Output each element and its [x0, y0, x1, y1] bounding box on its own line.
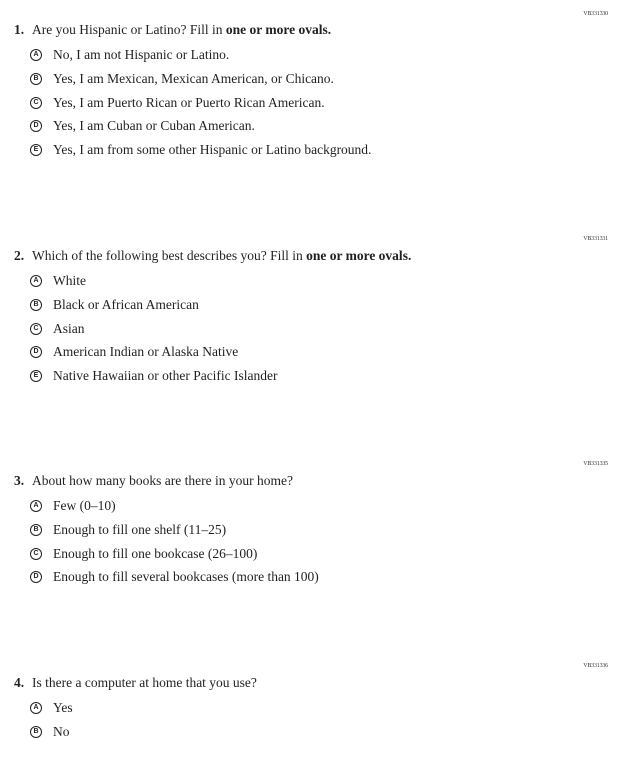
answer-oval-icon[interactable]: B — [30, 524, 42, 536]
option-label: Enough to fill one bookcase (26–100) — [53, 545, 258, 561]
question-text: Is there a computer at home that you use? — [32, 675, 257, 690]
answer-oval-icon[interactable]: A — [30, 49, 42, 61]
answer-oval-icon[interactable]: A — [30, 702, 42, 714]
answer-oval-icon[interactable]: E — [30, 370, 42, 382]
question-text: About how many books are there in your home? — [32, 473, 293, 488]
answer-option[interactable] — [30, 569, 319, 585]
option-label: No, I am not Hispanic or Latino. — [53, 47, 230, 62]
answer-option[interactable] — [30, 297, 199, 313]
answer-option[interactable] — [30, 118, 255, 134]
answer-option[interactable] — [30, 724, 70, 740]
question-3 — [14, 473, 293, 489]
answer-oval-icon[interactable]: A — [30, 500, 42, 512]
question-1 — [14, 22, 331, 38]
question-2 — [14, 248, 411, 264]
answer-option[interactable] — [30, 71, 334, 87]
answer-oval-icon[interactable]: D — [30, 346, 42, 358]
question-number: 2. — [14, 248, 25, 263]
option-label: Yes, I am Mexican, Mexican American, or Chicano. — [53, 70, 334, 86]
question-4 — [14, 675, 257, 691]
answer-option[interactable] — [30, 142, 371, 158]
question-emphasis: one or more ovals. — [225, 22, 332, 37]
answer-oval-icon[interactable]: A — [30, 275, 42, 287]
answer-option[interactable] — [30, 47, 229, 63]
option-label: No — [53, 723, 70, 739]
question-number: 1. — [14, 22, 25, 37]
answer-oval-icon[interactable]: B — [30, 73, 42, 85]
question-text: Are you Hispanic or Latino? Fill in — [32, 22, 226, 37]
question-number: 3. — [14, 473, 25, 488]
option-label: Yes, I am Cuban or Cuban American. — [53, 118, 255, 134]
question-number: 4. — [14, 675, 25, 690]
option-label: Native Hawaiian or other Pacific Islander — [53, 368, 278, 384]
item-code: VB331330 — [583, 11, 608, 17]
option-label: Enough to fill several bookcases (more than 100) — [53, 569, 319, 585]
option-label: Enough to fill one shelf (11–25) — [53, 521, 227, 537]
answer-oval-icon[interactable]: C — [30, 548, 42, 560]
option-label: Black or African American — [53, 296, 199, 312]
answer-option[interactable] — [30, 273, 86, 289]
option-label: White — [53, 273, 86, 288]
item-code: VB331335 — [583, 461, 608, 467]
answer-oval-icon[interactable]: B — [30, 299, 42, 311]
answer-oval-icon[interactable]: C — [30, 97, 42, 109]
item-code: VB331331 — [583, 236, 608, 242]
answer-option[interactable] — [30, 700, 73, 716]
answer-option[interactable] — [30, 522, 226, 538]
option-label: Yes — [53, 700, 73, 715]
option-label: Yes, I am from some other Hispanic or Latino background. — [53, 142, 372, 158]
option-label: Asian — [53, 320, 85, 336]
answer-option[interactable] — [30, 321, 85, 337]
answer-option[interactable] — [30, 95, 325, 111]
answer-option[interactable] — [30, 344, 238, 360]
option-label: Yes, I am Puerto Rican or Puerto Rican American. — [53, 94, 325, 110]
question-text: Which of the following best describes you? Fill in — [32, 248, 307, 263]
answer-oval-icon[interactable]: D — [30, 571, 42, 583]
option-label: Few (0–10) — [53, 498, 116, 513]
option-label: American Indian or Alaska Native — [53, 344, 239, 360]
answer-option[interactable] — [30, 498, 116, 514]
answer-option[interactable] — [30, 368, 278, 384]
item-code: VB331336 — [583, 663, 608, 669]
question-emphasis: one or more ovals. — [306, 248, 412, 263]
answer-oval-icon[interactable]: E — [30, 144, 42, 156]
answer-oval-icon[interactable]: C — [30, 323, 42, 335]
answer-oval-icon[interactable]: B — [30, 726, 42, 738]
answer-option[interactable] — [30, 546, 257, 562]
answer-oval-icon[interactable]: D — [30, 120, 42, 132]
